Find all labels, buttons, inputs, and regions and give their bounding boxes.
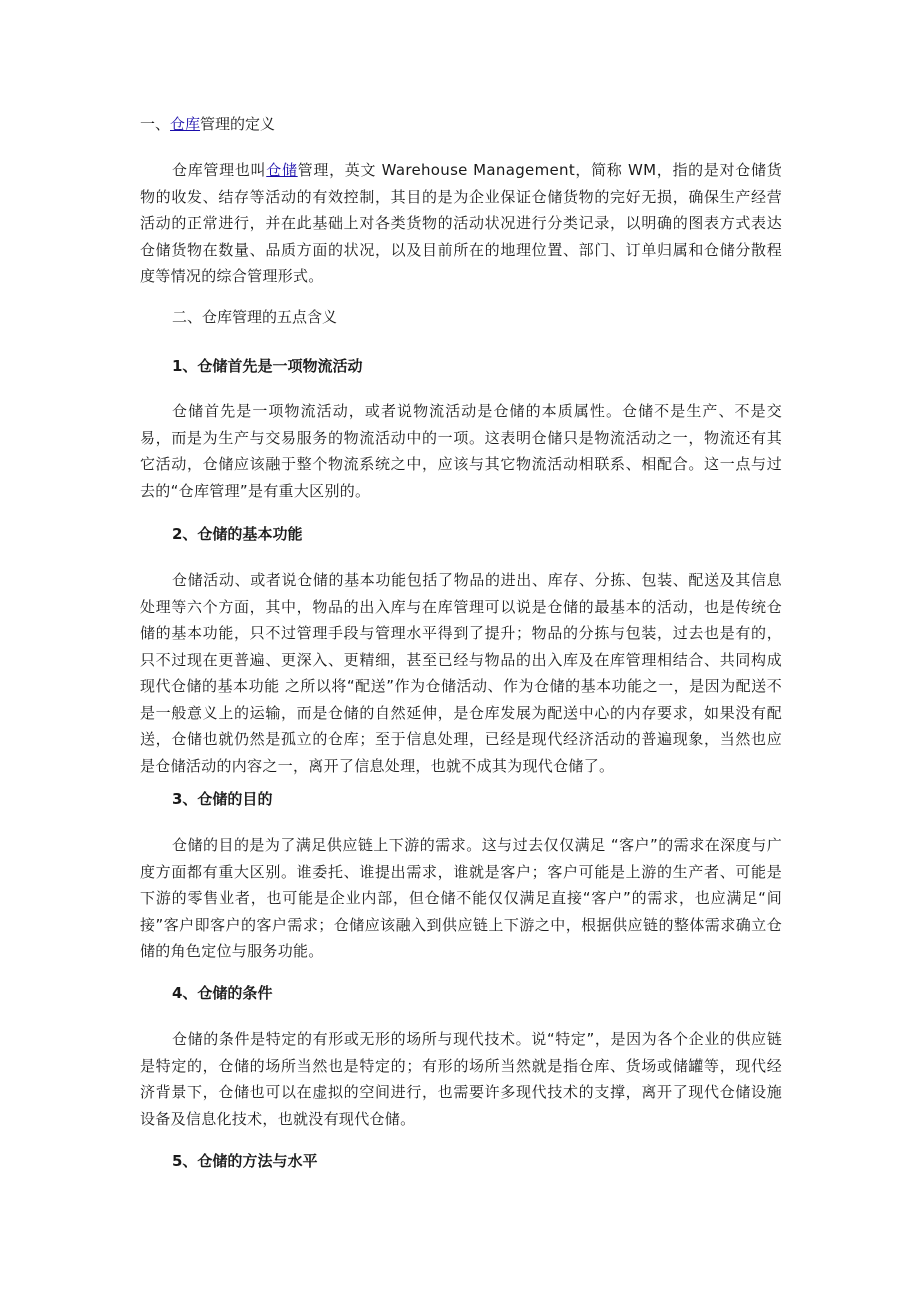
section-2-heading: 二、仓库管理的五点含义 <box>172 308 338 326</box>
definition-lead: 仓库管理也叫 <box>172 161 267 179</box>
item-1-heading: 1、仓储首先是一项物流活动 <box>172 357 363 375</box>
item-1-paragraph: 仓储首先是一项物流活动，或者说物流活动是仓储的本质属性。仓储不是生产、不是交易，而是为生产与交易服务的物流活动中的一项。这表明仓储只是物流活动之一，物流还有其它活动，仓储应该融于整个物流系统之中，应该与其它物流活动相联系、相配合。这一点与过去的“仓库管理”是有重大区别的。 <box>140 402 782 500</box>
section-1-suffix: 管理的定义 <box>200 115 276 133</box>
item-5-heading: 5、仓储的方法与水平 <box>172 1152 318 1170</box>
item-4-heading: 4、仓储的条件 <box>172 984 273 1002</box>
item-3-paragraph: 仓储的目的是为了满足供应链上下游的需求。这与过去仅仅满足 “客户”的需求在深度与广度方面都有重大区别。谁委托、谁提出需求，谁就是客户；客户可能是上游的生产者、可能是下游的零售业者，也可能是企业内部，但仓储不能仅仅满足直接“客户”的需求，也应满足“间接”客户即客户的客户需求；仓储应该融入到供应链上下游之中，根据供应链的整体需求确立仓储的角色定位与服务功能。 <box>140 836 782 960</box>
item-3-heading: 3、仓储的目的 <box>172 790 273 808</box>
section-1-prefix: 一、 <box>140 115 171 133</box>
item-2-paragraph: 仓储活动、或者说仓储的基本功能包括了物品的进出、库存、分拣、包装、配送及其信息处理等六个方面，其中，物品的出入库与在库管理可以说是仓储的最基本的活动，也是传统仓储的基本功能，只不过管理手段与管理水平得到了提升；物品的分拣与包装，过去也是有的，只不过现在更普遍、更深入、更精细，甚至已经与物品的出入库及在库管理相结合、共同构成现代仓储的基本功能 之所以将“配送”作为仓储活动、作为仓储的基本功能之一，是因为配送不是一般意义上的运输，而是仓储的自然延伸，是仓库发展为配送中心的内存要求，如果没有配送，仓储也就仍然是孤立的仓库；至于信息处理，已经是现代经济活动的普遍现象，当然也应是仓储活动的内容之一，离开了信息处理，也就不成其为现代仓储了。 <box>140 571 782 775</box>
storage-link[interactable]: 仓储 <box>266 161 298 179</box>
item-4-paragraph: 仓储的条件是特定的有形或无形的场所与现代技术。说“特定”，是因为各个企业的供应链是特定的，仓储的场所当然也是特定的；有形的场所当然就是指仓库、货场或储罐等，现代经济背景下，仓储也可以在虚拟的空间进行，也需要许多现代技术的支撑，离开了现代仓储设施设备及信息化技术，也就没有现代仓储。 <box>140 1030 782 1128</box>
definition-body: 管理，英文 Warehouse Management，简称 WM，指的是对仓储货物的收发、结存等活动的有效控制，其目的是为企业保证仓储货物的完好无损，确保生产经营活动的正常进行，并在此基础上对各类货物的活动状况进行分类记录，以明确的图表方式表达仓储货物在数量、品质方面的状况，以及目前所在的地理位置、部门、订单归属和仓储分散程度等情况的综合管理形式。 <box>140 161 782 285</box>
section-1-heading <box>140 114 275 134</box>
warehouse-link[interactable]: 仓库 <box>170 115 201 133</box>
item-2-heading: 2、仓储的基本功能 <box>172 525 303 543</box>
definition-paragraph <box>140 157 782 290</box>
